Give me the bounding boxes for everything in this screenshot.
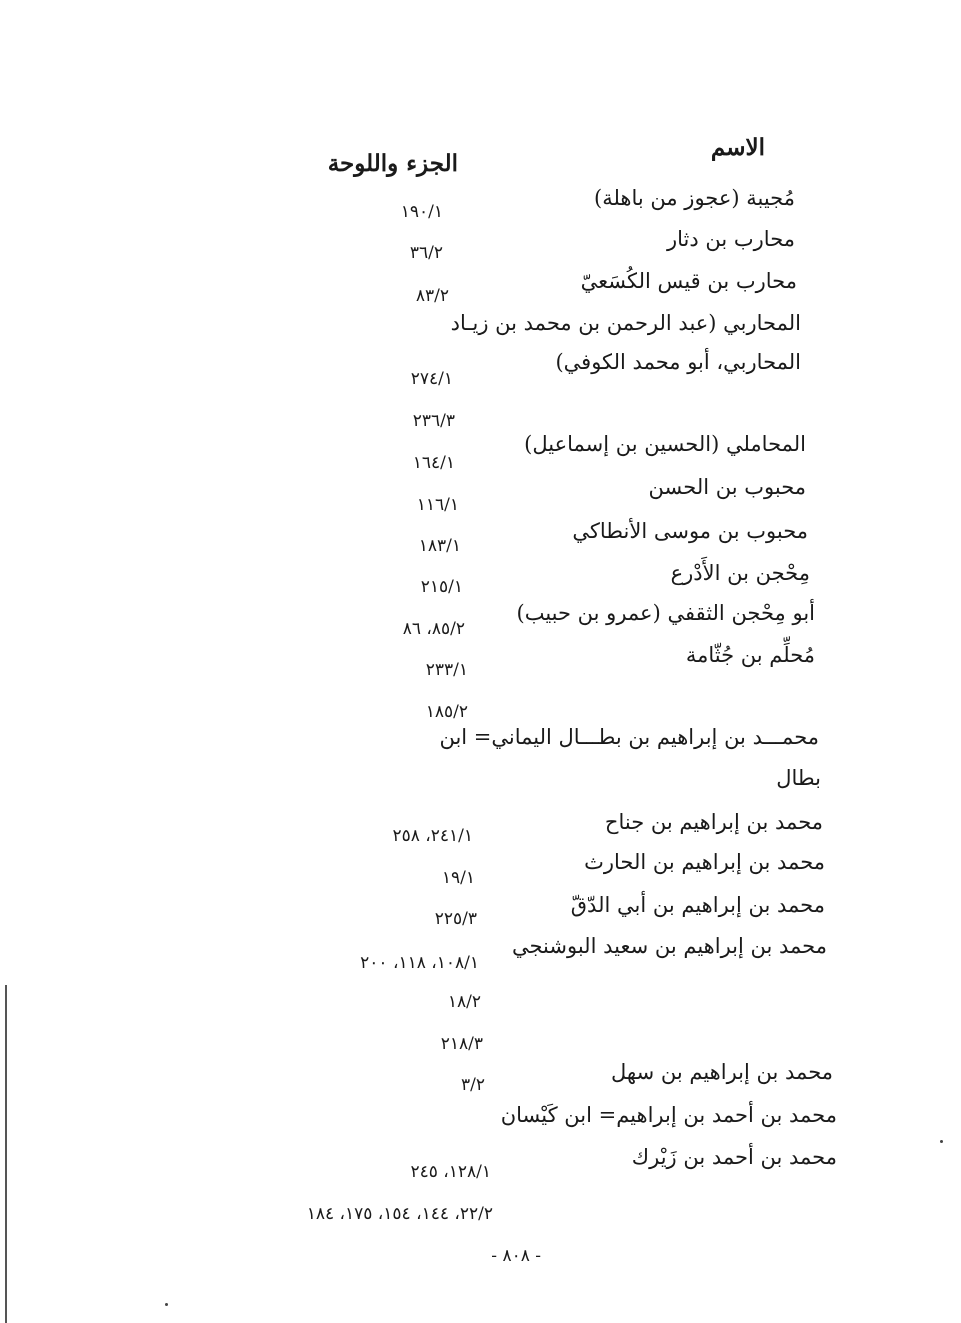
entry-name: محارب بن دثار bbox=[666, 227, 795, 251]
entry-reference: ٢٣٦/٣ bbox=[412, 411, 455, 431]
entry-reference: ٢٢٥/٣ bbox=[434, 909, 477, 929]
entry-name: مُحلِّم بن جُثّامة bbox=[685, 643, 815, 667]
entry-reference: ١٠٨/١، ١١٨، ٢٠٠ bbox=[360, 953, 479, 973]
entry-reference: ١٩٠/١ bbox=[400, 202, 443, 222]
entry-reference: ٢١٨/٣ bbox=[440, 1034, 483, 1054]
entry-reference: ١٨٣/١ bbox=[418, 536, 461, 556]
scan-speck bbox=[165, 1303, 168, 1306]
entry-reference: ١٨/٢ bbox=[447, 992, 481, 1012]
entry-name: مُجيبة (عجوز من باهلة) bbox=[594, 186, 795, 210]
page-number: - ٨٠٨ - bbox=[491, 1246, 541, 1266]
entry-name: محبوب بن الحسن bbox=[648, 475, 806, 499]
entry-reference: ١٨٥/٢ bbox=[425, 702, 468, 722]
entry-reference: ١٩/١ bbox=[441, 868, 475, 888]
entry-name: محارب بن قيس الكُسَعيّ bbox=[580, 269, 797, 293]
entry-name: محمـــد بن إبراهيم بن بطـــال اليماني= ابن bbox=[439, 725, 819, 749]
entry-reference: ٢٧٤/١ bbox=[410, 369, 453, 389]
scan-margin-line bbox=[5, 985, 7, 1323]
entry-reference: ٨٥/٢، ٨٦ bbox=[402, 619, 465, 639]
entry-name: محمد بن إبراهيم بن جناح bbox=[604, 810, 823, 834]
entry-name: أبو مِحْجن الثقفي (عمرو بن حبيب) bbox=[516, 601, 815, 625]
entry-reference: ٣/٢ bbox=[461, 1075, 485, 1095]
entry-reference: ١١٦/١ bbox=[416, 495, 459, 515]
entry-name: محمد بن إبراهيم بن سهل bbox=[611, 1060, 833, 1084]
entry-name: محمد بن إبراهيم بن الحارث bbox=[584, 850, 825, 874]
name-column-header: الاسم bbox=[710, 134, 765, 161]
entry-name: المحاربي، أبو محمد الكوفي) bbox=[555, 350, 801, 374]
entry-name: المحاملي (الحسين بن إسماعيل) bbox=[524, 432, 806, 456]
entry-name: المحاربي (عبد الرحمن بن محمد بن زيـاد bbox=[450, 311, 801, 335]
entry-name: محمد بن أحمد بن إبراهيم= ابن كَيْسان bbox=[500, 1103, 837, 1127]
scan-speck bbox=[940, 1140, 943, 1143]
ref-column-header: الجزء واللوحة bbox=[327, 150, 458, 177]
entry-name: محمد بن إبراهيم بن سعيد البوشنجي bbox=[512, 934, 827, 958]
entry-reference: ٣٦/٢ bbox=[409, 243, 443, 263]
entry-name: محبوب بن موسى الأنطاكي bbox=[572, 519, 808, 543]
entry-name: مِحْجن بن الأَدْرع bbox=[670, 561, 810, 585]
entry-reference: ٢٣٣/١ bbox=[425, 660, 468, 680]
entry-name: محمد بن أحمد بن زَيْرك bbox=[631, 1145, 837, 1169]
entry-reference: ٢١٥/١ bbox=[420, 577, 463, 597]
entry-reference: ٢٤١/١، ٢٥٨ bbox=[392, 826, 473, 846]
entry-reference: ٢٢/٢، ١٤٤، ١٥٤، ١٧٥، ١٨٤ bbox=[306, 1204, 493, 1224]
entry-reference: ١٦٤/١ bbox=[412, 453, 455, 473]
entry-reference: ٨٣/٢ bbox=[415, 286, 449, 306]
entry-name-continued: بطال bbox=[776, 766, 821, 790]
entry-reference: ١٢٨/١، ٢٤٥ bbox=[410, 1162, 491, 1182]
entry-name: محمد بن إبراهيم بن أبي الدّقّ bbox=[570, 893, 825, 917]
